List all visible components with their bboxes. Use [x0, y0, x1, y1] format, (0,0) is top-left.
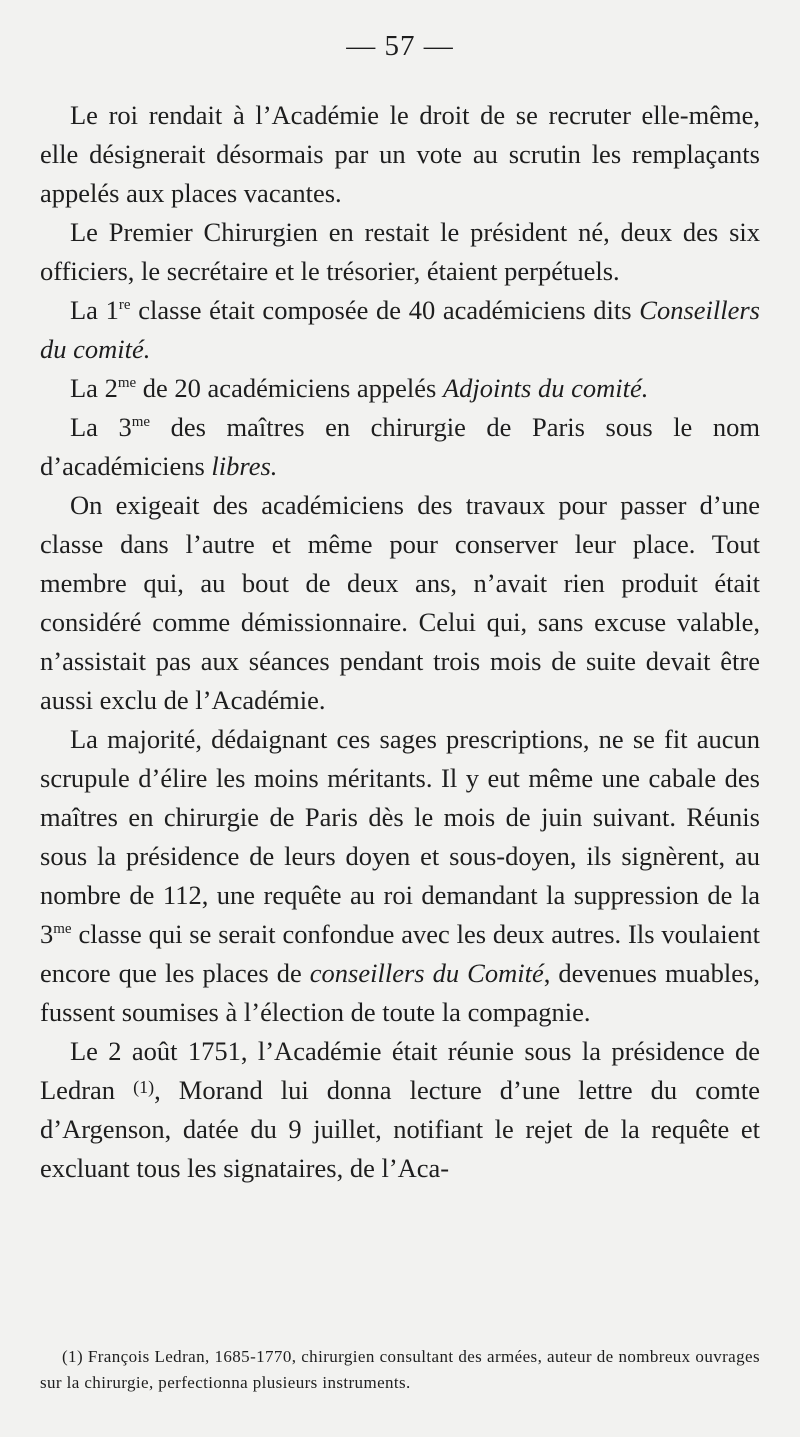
footnote-text: (1) François Ledran, 1685-1770, chirurgien consultant des armées, auteur de nombreux ouvrages sur la chirurgie, perfectionna plusieurs instruments.	[40, 1347, 760, 1392]
text: , Morand lui donna lecture d’une lettre du comte d’Argenson, datée du 9 juillet, notifiant le rejet de la requête et excluant tous les signataires, de l’Aca-	[40, 1075, 760, 1183]
paragraph	[40, 720, 760, 1032]
italic-text: Conseillers du comité.	[40, 295, 760, 364]
footnote-reference: (1)	[133, 1077, 155, 1097]
text: La 3	[70, 412, 132, 442]
superscript: re	[118, 297, 131, 313]
paragraph: Le Premier Chirurgien en restait le président né, deux des six officiers, le secrétaire et le trésorier, étaient perpétuels.	[40, 217, 760, 286]
paragraph	[40, 291, 760, 369]
text: , devenues muables, fussent soumises à l’élection de toute la compagnie.	[40, 958, 760, 1027]
paragraph: On exigeait des académiciens des travaux pour passer d’une classe dans l’autre et même pour conserver leur place. Tout membre qui, au bout de deux ans, n’avait rien produit était considéré comme démissionnaire. Celui qui, sans excuse valable, n’assistait pas aux séances pendant trois mois de suite devait être aussi exclu de l’Académie.	[40, 490, 760, 715]
paragraph	[40, 1032, 760, 1188]
text: des maîtres en chirurgie de Paris sous le nom d’académiciens	[40, 412, 760, 481]
paragraph	[40, 408, 760, 486]
paragraph	[40, 369, 760, 408]
italic-text: Adjoints du comité.	[442, 373, 649, 403]
footnote	[40, 1344, 760, 1396]
text: de 20 académiciens appelés	[136, 373, 443, 403]
superscript: me	[131, 414, 151, 430]
paragraph: Le roi rendait à l’Académie le droit de se recruter elle-même, elle désignerait désormais par un vote au scrutin les remplaçants appelés aux places vacantes.	[40, 100, 760, 208]
text: classe était composée de 40 académiciens dits	[130, 295, 640, 325]
page-number: — 57 —	[346, 30, 454, 62]
text: Le 2 août 1751, l’Académie était réunie sous la présidence de Ledran	[40, 1036, 760, 1105]
superscript: me	[117, 375, 137, 391]
text: La majorité, dédaignant ces sages prescriptions, ne se fit aucun scrupule d’élire les moins méritants. Il y eut même une cabale des maîtres en chirurgie de Paris dès le mois de juin suivant. Réunis sous la présidence de leurs doyen et sous-doyen, ils signèrent, au nombre de 112, une requête au roi demandant la suppression de la 3	[40, 724, 760, 949]
body-text	[40, 96, 760, 1188]
italic-text: libres.	[211, 451, 278, 481]
italic-text: conseillers du Comité	[309, 958, 544, 988]
superscript: me	[53, 921, 72, 937]
text: classe qui se serait confondue avec les deux autres. Ils voulaient encore que les places de	[40, 919, 760, 988]
text: La 2	[70, 373, 118, 403]
text: La 1	[70, 295, 119, 325]
